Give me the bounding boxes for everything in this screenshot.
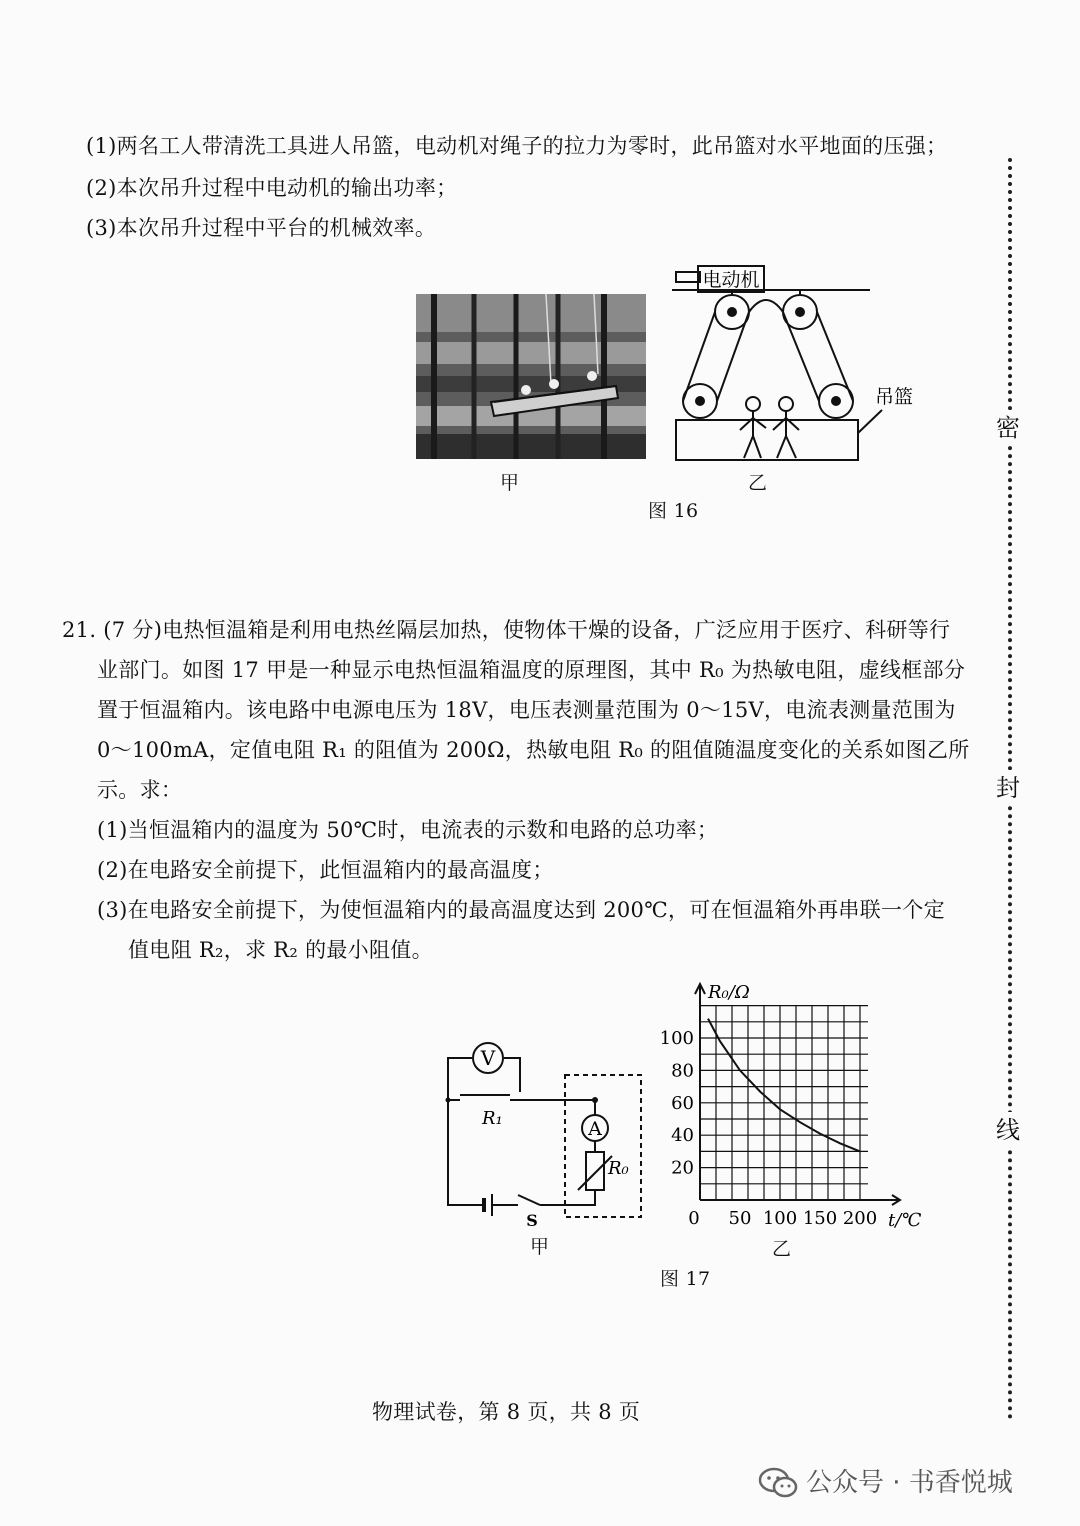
switch-label: S (526, 1211, 538, 1230)
seal-char-2: 封 (988, 770, 1028, 806)
x-tick-label: 0 (688, 1208, 700, 1229)
circuit-diagram (440, 1030, 650, 1230)
cleaning-basket-photo (416, 294, 646, 459)
q21-item-3a: (3)在电路安全前提下，为使恒温箱内的最高温度达到 200℃，可在恒温箱外再串联一个定 (97, 898, 945, 922)
q21-item-2: (2)在电路安全前提下，此恒温箱内的最高温度； (97, 858, 554, 882)
fig16-label-b: 乙 (748, 472, 768, 494)
y-tick-label: 60 (671, 1092, 694, 1114)
watermark-text: 公众号 · 书香悦城 (806, 1468, 1013, 1498)
fig17-caption: 图 17 (660, 1268, 711, 1290)
q21-item-1: (1)当恒温箱内的温度为 50℃时，电流表的示数和电路的总功率； (97, 818, 719, 842)
voltmeter: V (480, 1046, 496, 1070)
fig17-label-b: 乙 (772, 1238, 792, 1260)
r1-label: R₁ (482, 1108, 503, 1129)
seal-char-1: 密 (988, 410, 1028, 446)
q21-item-3b: 值电阻 R₂，求 R₂ 的最小阻值。 (128, 938, 433, 962)
resistance-temperature-chart (650, 974, 940, 1234)
x-tick-label: 50 (728, 1208, 752, 1229)
basket-label: 吊篮 (874, 386, 914, 408)
r0-label: R₀ (608, 1158, 629, 1179)
seal-char-3: 线 (988, 1112, 1028, 1148)
q21-line-5: 示。求： (97, 778, 183, 802)
y-tick-label: 20 (671, 1157, 694, 1179)
q21-line-2: 业部门。如图 17 甲是一种显示电热恒温箱温度的原理图，其中 R₀ 为热敏电阻，虚线框部分 (97, 658, 966, 682)
y-tick-label: 100 (659, 1028, 694, 1049)
x-axis-label: t/℃ (888, 1210, 922, 1231)
wechat-icon (758, 1466, 798, 1498)
x-tick-label: 100 (762, 1208, 798, 1229)
page-footer: 物理试卷，第 8 页，共 8 页 (372, 1400, 641, 1424)
x-tick-label: 200 (842, 1208, 878, 1229)
suspended-platform-diagram (660, 258, 940, 488)
x-tick-label: 150 (802, 1208, 838, 1229)
fig16-caption: 图 16 (648, 500, 699, 522)
q20-item-1: (1)两名工人带清洗工具进人吊篮，电动机对绳子的拉力为零时，此吊篮对水平地面的压强； (86, 134, 948, 158)
q21-line-3: 置于恒温箱内。该电路中电源电压为 18V，电压表测量范围为 0～15V，电流表测量范围为 (97, 698, 956, 722)
y-tick-label: 80 (671, 1060, 694, 1082)
q20-item-2: (2)本次吊升过程中电动机的输出功率； (86, 176, 458, 200)
fig17-label-a: 甲 (530, 1236, 550, 1258)
q20-item-3: (3)本次吊升过程中平台的机械效率。 (86, 216, 437, 240)
q21-line-1: 21. (7 分)电热恒温箱是利用电热丝隔层加热，使物体干燥的设备，广泛应用于医疗、科研等行 (62, 618, 951, 642)
y-tick-label: 40 (671, 1125, 694, 1147)
q21-line-4: 0～100mA，定值电阻 R₁ 的阻值为 200Ω，热敏电阻 R₀ 的阻值随温度变化的关系如图乙所 (97, 738, 970, 762)
y-axis-label: R₀/Ω (708, 982, 750, 1003)
ammeter: A (588, 1118, 602, 1140)
fig16-label-a: 甲 (500, 472, 520, 494)
motor-label: 电动机 (702, 269, 760, 291)
